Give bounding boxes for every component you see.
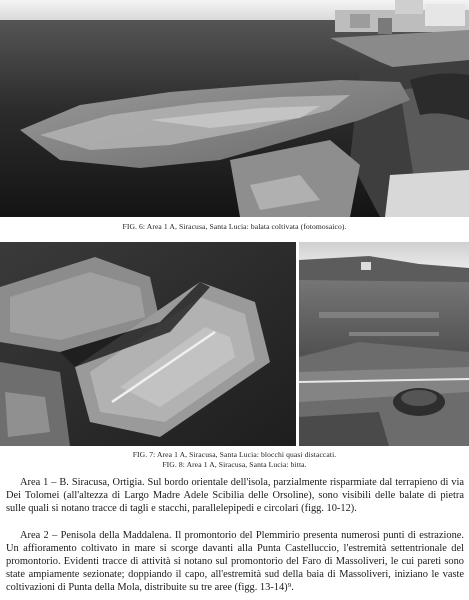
figure-8-caption-text: Area 1 A, Siracusa, Santa Lucia: bitta.: [186, 459, 307, 469]
figure-6-caption: [0, 222, 469, 232]
figure-8-label: FIG. 8:: [162, 459, 185, 469]
figure-7-caption-text: Area 1 A, Siracusa, Santa Lucia: blocchi quasi distaccati.: [156, 450, 337, 459]
figure-8-photo: [299, 242, 469, 446]
figure-7-label: FIG. 7:: [132, 450, 156, 459]
figure-7-photo: [0, 242, 296, 446]
figures-7-8-caption: [0, 450, 469, 469]
body-paragraph-area-1b: Area 1 – B. Siracusa, Ortigia. Sul bordo orientale dell'isola, parzialmente risparmiate dal terrapieno di via Dei Tolomei (all'altezza di Largo Madre Adele Scibilia delle Orsoline), sono visibili delle balate di pietra sulle quali si notano tracce di tagli e stacchi, parallelepipedi e circolari (figg. 10-12).: [6, 477, 464, 514]
figure-7-image: [0, 242, 296, 446]
figure-8-image: [299, 242, 469, 446]
figure-6-image: [0, 0, 469, 217]
figure-7-caption-line: [0, 450, 469, 460]
body-paragraph-area-2: Area 2 – Penisola della Maddalena. Il promontorio del Plemmirio presenta numerosi punti di estrazione. Un affioramento coltivato in mare si scorge davanti alla Punta Castelluccio, l'estremità settentrionale del promontorio. Evidenti tracce di attività si notano sul promontorio del Faro di Massoliveri, le cui pareti sono state ampiamente sezionate; doppiando il capo, all'estremità sud della baia di Massoliveri, iniziano le vaste coltivazioni di Punta della Mola, distribuite su tre aree (figg. 13-14)⁹.: [6, 530, 464, 593]
figure-6-photo: [0, 0, 469, 217]
figure-8-caption-line: [0, 460, 469, 470]
figure-6-label: FIG. 6:: [122, 222, 146, 231]
figure-6-caption-text: Area 1 A, Siracusa, Santa Lucia: balata coltivata (fotomosaico).: [146, 222, 347, 231]
